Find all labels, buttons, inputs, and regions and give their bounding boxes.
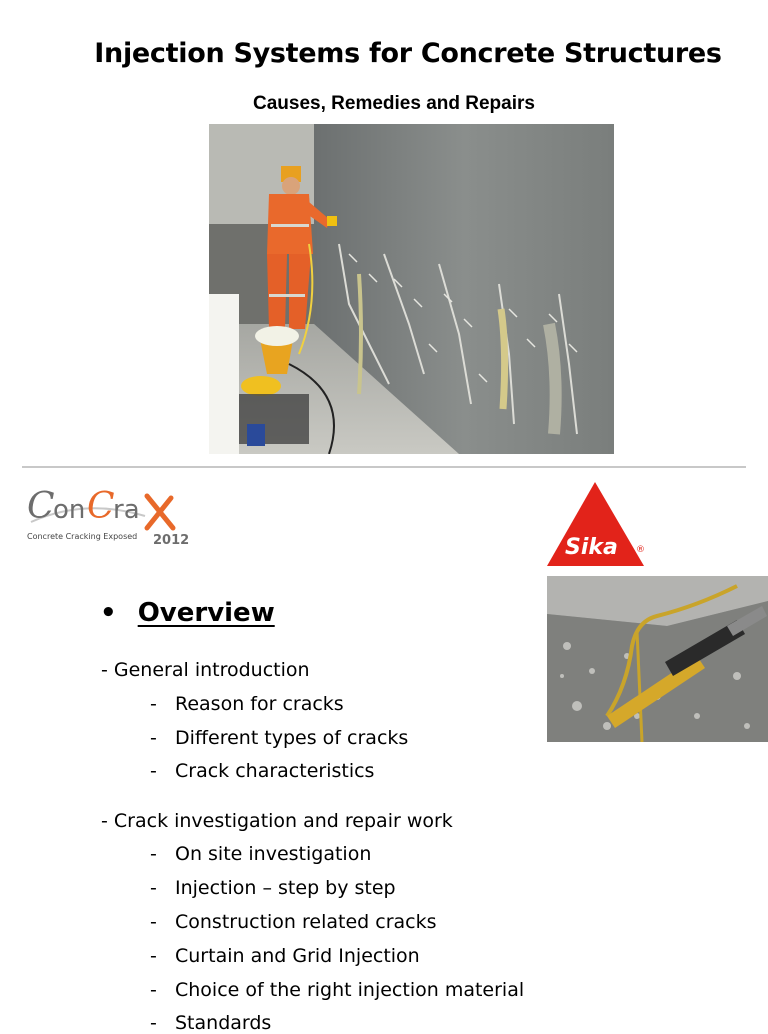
overview-heading-text: Overview (137, 598, 275, 628)
svg-text:on: on (53, 495, 86, 525)
section-label: - Crack investigation and repair work (101, 810, 453, 832)
list-item: - Crack characteristics (150, 760, 375, 782)
list-item: - Standards (150, 1012, 272, 1034)
overview-bullet: • (100, 598, 117, 628)
list-item: - On site investigation (150, 843, 372, 865)
list-item: - Different types of cracks (150, 727, 409, 749)
page-title: Injection Systems for Concrete Structures (94, 38, 722, 69)
page-subtitle: Causes, Remedies and Repairs (253, 93, 535, 114)
svg-text:2012: 2012 (153, 533, 190, 548)
list-item: - Choice of the right injection material (150, 979, 525, 1001)
list-item: - Construction related cracks (150, 911, 437, 933)
svg-text:Sika: Sika (565, 535, 618, 560)
list-item: - Injection – step by step (150, 877, 396, 899)
list-item: - Curtain and Grid Injection (150, 945, 420, 967)
sika-logo (547, 482, 647, 568)
concrax-logo (25, 478, 205, 550)
svg-text:C: C (87, 486, 115, 527)
divider (22, 466, 746, 468)
svg-text:C: C (27, 486, 55, 527)
svg-text:ra: ra (113, 495, 140, 525)
section-label: - General introduction (101, 659, 310, 681)
svg-text:®: ® (636, 545, 645, 555)
injection-work-photo (209, 124, 614, 454)
overview-heading (100, 598, 275, 628)
injection-packer-illustration (547, 576, 768, 742)
list-item: - Reason for cracks (150, 693, 344, 715)
svg-text:Concrete Cracking Exposed: Concrete Cracking Exposed (27, 532, 138, 541)
